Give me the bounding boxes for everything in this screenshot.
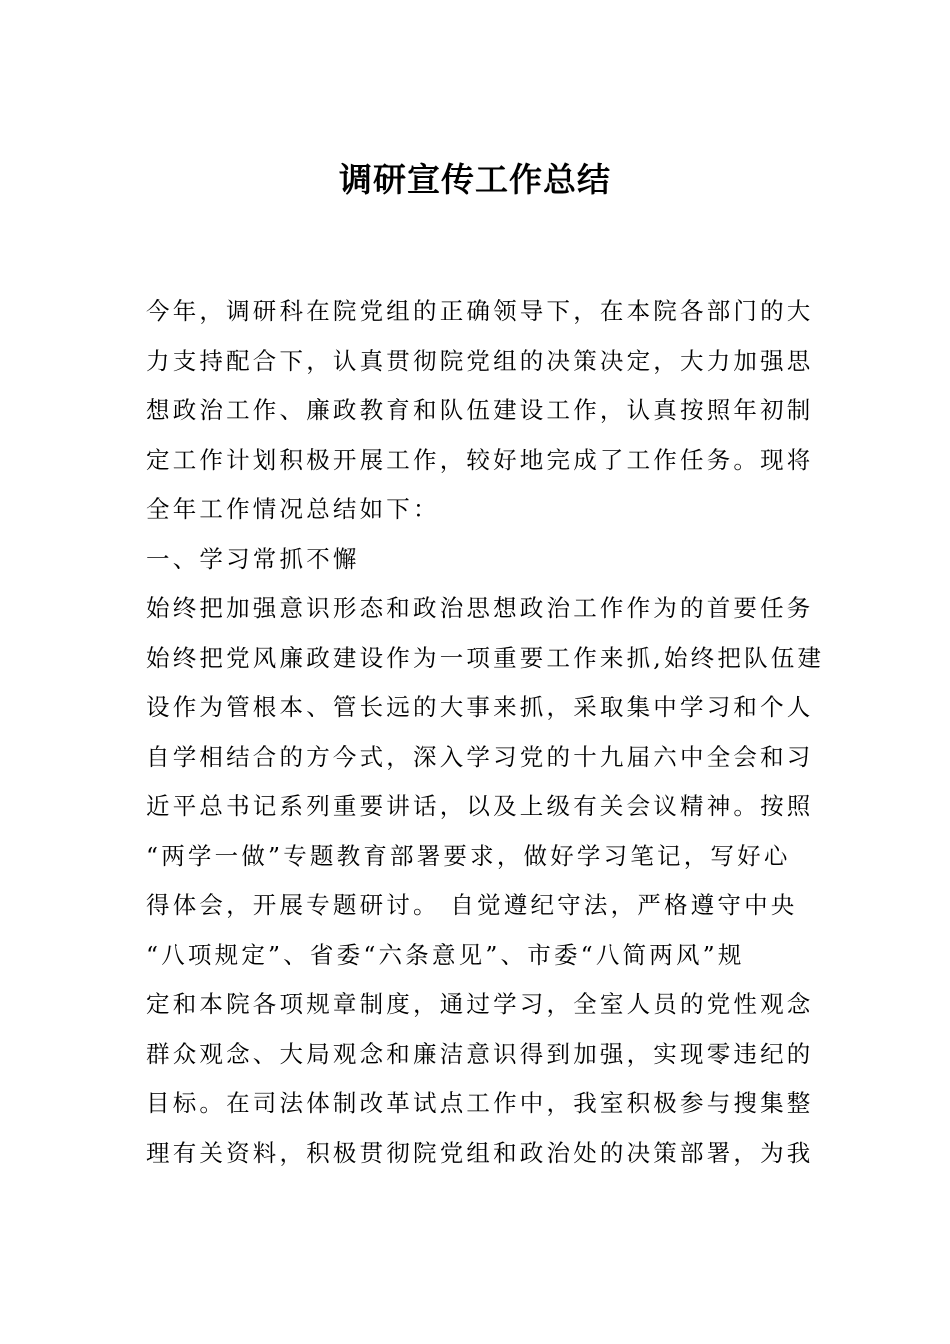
body-line: 今年，调研科在院党组的正确领导下，在本院各部门的大 <box>146 297 814 325</box>
body-line: 设作为管根本、管长远的大事来抓，采取集中学习和个人 <box>146 693 814 721</box>
body-line: 始终把党风廉政建设作为一项重要工作来抓,始终把队伍建 <box>146 643 825 672</box>
document-title: 调研宣传工作总结 <box>339 160 611 199</box>
body-line: 始终把加强意识形态和政治思想政治工作作为的首要任务 <box>146 594 814 622</box>
body-line: 得体会，开展专题研讨。 自觉遵纪守法，严格遵守中央 <box>146 891 798 919</box>
body-line: “八项规定”、省委“六条意见”、市委“八简两风”规 <box>146 940 745 969</box>
body-line: 理有关资料，积极贯彻院党组和政治处的决策部署，为我 <box>146 1138 814 1167</box>
body-line: 定工作计划积极开展工作，较好地完成了工作任务。现将 <box>146 445 814 474</box>
body-line: 定和本院各项规章制度，通过学习，全室人员的党性观念 <box>146 990 814 1018</box>
body-line: 想政治工作、廉政教育和队伍建设工作，认真按照年初制 <box>146 396 814 424</box>
section-heading: 一、学习常抓不懈 <box>146 544 360 573</box>
body-line: 群众观念、大局观念和廉洁意识得到加强，实现零违纪的 <box>146 1039 814 1068</box>
body-line: 近平总书记系列重要讲话，以及上级有关会议精神。按照 <box>146 792 814 820</box>
body-line: “两学一做”专题教育部署要求，做好学习笔记，写好心 <box>146 841 791 870</box>
body-line: 力支持配合下，认真贯彻院党组的决策决定，大力加强思 <box>146 346 814 375</box>
body-line: 目标。在司法体制改革试点工作中，我室积极参与搜集整 <box>146 1089 814 1117</box>
body-line: 全年工作情况总结如下： <box>146 495 440 523</box>
body-line: 自学相结合的方今式，深入学习党的十九届六中全会和习 <box>146 742 814 771</box>
document-body <box>146 287 825 1178</box>
